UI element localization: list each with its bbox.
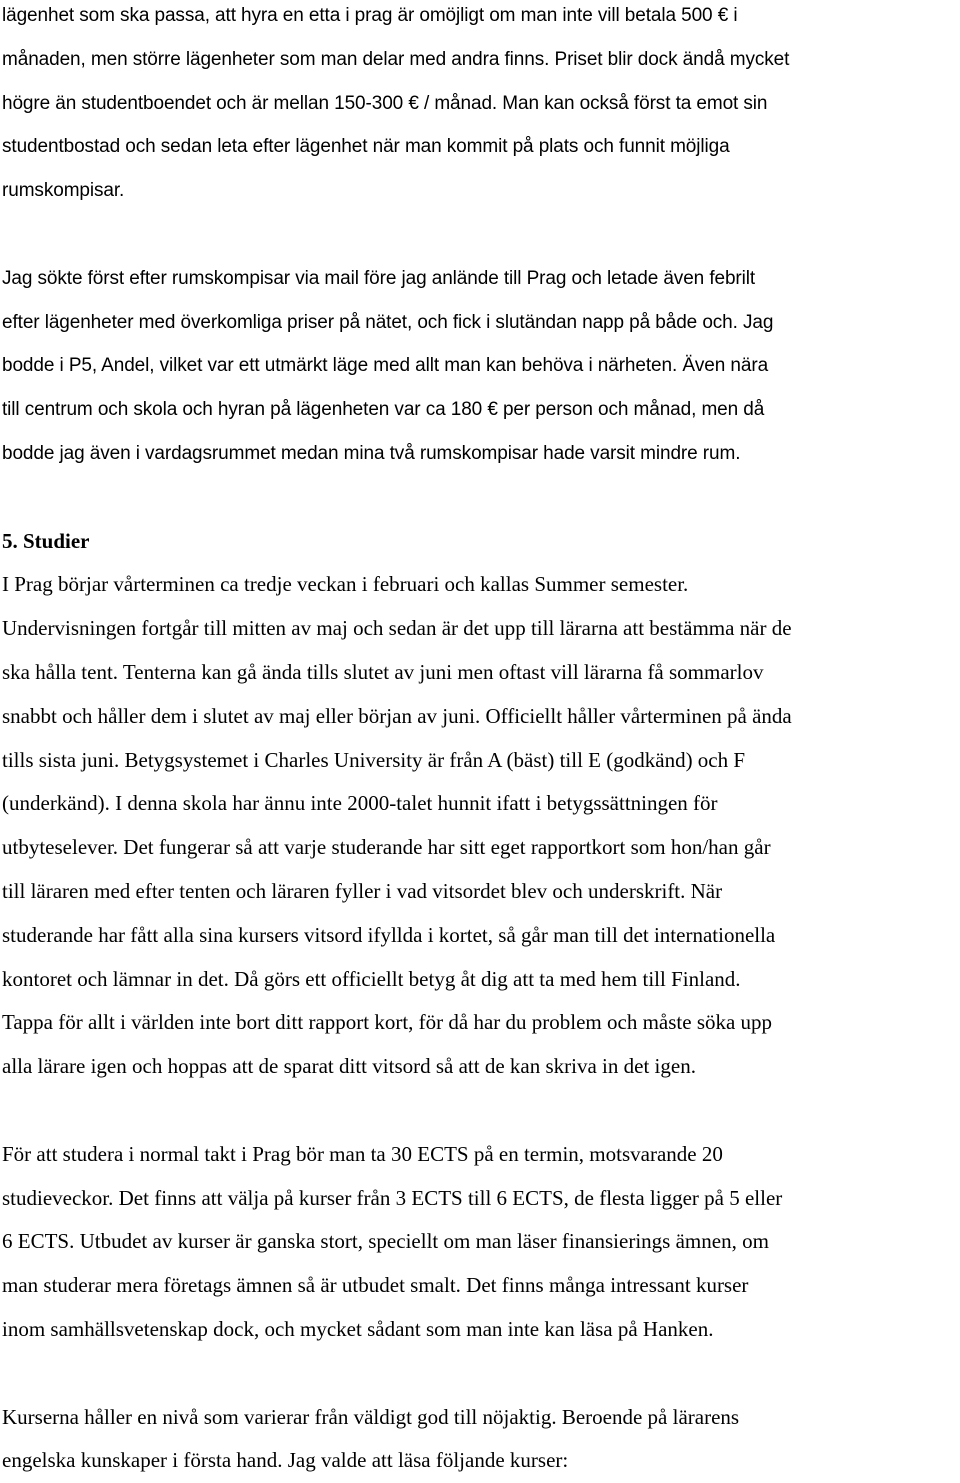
- paragraph-spacer: [2, 213, 958, 257]
- text-line: studieveckor. Det finns att välja på kurser från 3 ECTS till 6 ECTS, de flesta ligger på 5 eller: [2, 1177, 958, 1221]
- text-line: (underkänd). I denna skola har ännu inte 2000-talet hunnit ifatt i betygssättningen för: [2, 782, 958, 826]
- text-line: I Prag börjar vårterminen ca tredje veckan i februari och kallas Summer semester.: [2, 563, 958, 607]
- text-line: alla lärare igen och hoppas att de sparat ditt vitsord så att de kan skriva in det igen.: [2, 1045, 958, 1089]
- paragraph-roommates: [2, 257, 958, 476]
- text-line: man studerar mera företags ämnen så är utbudet smalt. Det finns många intressant kurser: [2, 1264, 958, 1308]
- text-line: utbyteselever. Det fungerar så att varje studerande har sitt eget rapportkort som hon/han går: [2, 826, 958, 870]
- text-line: Tappa för allt i världen inte bort ditt rapport kort, för då har du problem och måste söka upp: [2, 1001, 958, 1045]
- paragraph-ects: [2, 1133, 958, 1352]
- text-line: 6 ECTS. Utbudet av kurser är ganska stort, speciellt om man läser finansierings ämnen, om: [2, 1220, 958, 1264]
- text-line: till centrum och skola och hyran på lägenheten var ca 180 € per person och månad, men då: [2, 388, 958, 432]
- paragraph-housing-prices: [2, 0, 958, 213]
- document-page: [2, 0, 958, 1483]
- text-line: efter lägenheter med överkomliga priser på nätet, och fick i slutändan napp på både och. Jag: [2, 301, 958, 345]
- text-line: studentbostad och sedan leta efter lägenhet när man kommit på plats och funnit möjliga: [2, 125, 958, 169]
- text-line: engelska kunskaper i första hand. Jag valde att läsa följande kurser:: [2, 1439, 958, 1483]
- text-line: till läraren med efter tenten och läraren fyller i vad vitsordet blev och underskrift. När: [2, 870, 958, 914]
- text-line: rumskompisar.: [2, 169, 958, 213]
- text-line: tills sista juni. Betygsystemet i Charles University är från A (bäst) till E (godkänd) och F: [2, 739, 958, 783]
- text-line: För att studera i normal takt i Prag bör man ta 30 ECTS på en termin, motsvarande 20: [2, 1133, 958, 1177]
- section-heading: 5. Studier: [2, 520, 958, 564]
- text-line: kontoret och lämnar in det. Då görs ett officiellt betyg åt dig att ta med hem till Finland.: [2, 958, 958, 1002]
- text-line: bodde jag även i vardagsrummet medan mina två rumskompisar hade varsit mindre rum.: [2, 432, 958, 476]
- paragraph-courses: [2, 1396, 958, 1483]
- paragraph-studies-semester: [2, 563, 958, 1089]
- text-line: Kurserna håller en nivå som varierar från väldigt god till nöjaktig. Beroende på lärarens: [2, 1396, 958, 1440]
- paragraph-spacer: [2, 1089, 958, 1133]
- text-line: lägenhet som ska passa, att hyra en etta i prag är omöjligt om man inte vill betala 500 € i: [2, 0, 958, 38]
- text-line: månaden, men större lägenheter som man delar med andra finns. Priset blir dock ändå mycket: [2, 38, 958, 82]
- text-line: snabbt och håller dem i slutet av maj eller början av juni. Officiellt håller vårterminen på ända: [2, 695, 958, 739]
- text-line: Undervisningen fortgår till mitten av maj och sedan är det upp till lärarna att bestämma när de: [2, 607, 958, 651]
- paragraph-spacer: [2, 476, 958, 520]
- text-line: Jag sökte först efter rumskompisar via mail före jag anlände till Prag och letade även febrilt: [2, 257, 958, 301]
- text-line: högre än studentboendet och är mellan 150-300 € / månad. Man kan också först ta emot sin: [2, 82, 958, 126]
- text-line: ska hålla tent. Tenterna kan gå ända tills slutet av juni men oftast vill lärarna få sommarlov: [2, 651, 958, 695]
- text-line: inom samhällsvetenskap dock, och mycket sådant som man inte kan läsa på Hanken.: [2, 1308, 958, 1352]
- text-line: studerande har fått alla sina kursers vitsord ifyllda i kortet, så går man till det internationella: [2, 914, 958, 958]
- paragraph-spacer: [2, 1352, 958, 1396]
- text-line: bodde i P5, Andel, vilket var ett utmärkt läge med allt man kan behöva i närheten. Även nära: [2, 344, 958, 388]
